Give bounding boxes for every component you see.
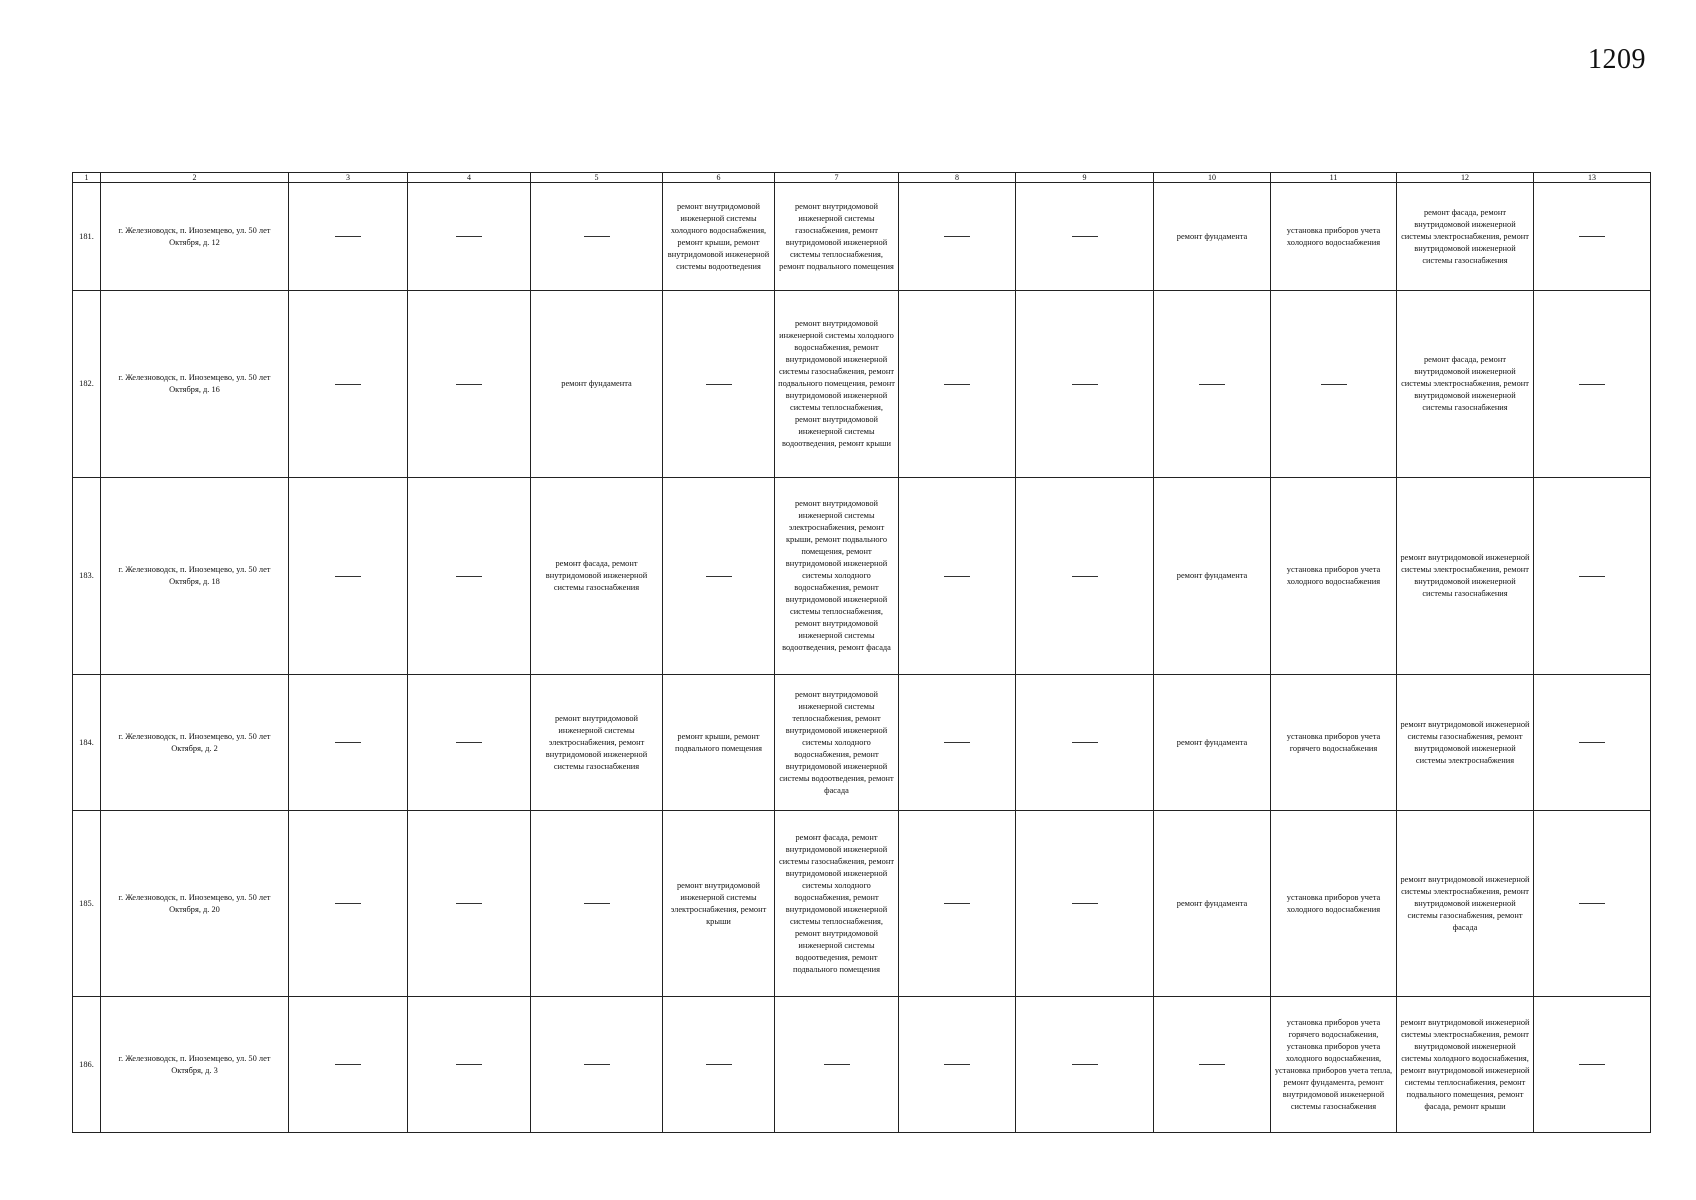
dash-mark — [824, 1064, 850, 1065]
empty-cell — [1016, 997, 1154, 1133]
row-number: 183. — [73, 478, 101, 675]
empty-cell — [1534, 997, 1651, 1133]
row-number: 186. — [73, 997, 101, 1133]
empty-cell — [899, 183, 1016, 291]
column-number-6: 6 — [663, 173, 775, 183]
row-number: 185. — [73, 811, 101, 997]
work-cell-c12: ремонт внутридомовой инженерной системы газоснабжения, ремонт внутридомовой инженерной системы электроснабжения — [1397, 675, 1534, 811]
dash-mark — [335, 903, 361, 904]
column-number-2: 2 — [101, 173, 289, 183]
work-cell-c12: ремонт внутридомовой инженерной системы электроснабжения, ремонт внутридомовой инженерной системы холодного водоснабжения, ремонт внутридомовой инженерной системы теплоснабжения, ремонт подвального помещения, ремонт фасада, ремонт крыши — [1397, 997, 1534, 1133]
work-cell-c12: ремонт внутридомовой инженерной системы электроснабжения, ремонт внутридомовой инженерной системы газоснабжения — [1397, 478, 1534, 675]
dash-mark — [335, 236, 361, 237]
empty-cell — [408, 183, 531, 291]
address-cell: г. Железноводск, п. Иноземцево, ул. 50 лет Октября, д. 3 — [101, 997, 289, 1133]
repair-schedule-table — [72, 172, 1651, 1133]
table-row — [73, 478, 1651, 675]
table-row — [73, 811, 1651, 997]
work-cell-c11: установка приборов учета горячего водоснабжения — [1271, 675, 1397, 811]
empty-cell — [663, 291, 775, 478]
address-cell: г. Железноводск, п. Иноземцево, ул. 50 лет Октября, д. 18 — [101, 478, 289, 675]
dash-mark — [335, 1064, 361, 1065]
dash-mark — [335, 384, 361, 385]
dash-mark — [584, 236, 610, 237]
column-number-13: 13 — [1534, 173, 1651, 183]
work-cell-c12: ремонт внутридомовой инженерной системы электроснабжения, ремонт внутридомовой инженерной системы газоснабжения, ремонт фасада — [1397, 811, 1534, 997]
dash-mark — [335, 742, 361, 743]
column-number-3: 3 — [289, 173, 408, 183]
empty-cell — [289, 811, 408, 997]
dash-mark — [1321, 384, 1347, 385]
work-cell-c6: ремонт внутридомовой инженерной системы электроснабжения, ремонт крыши — [663, 811, 775, 997]
work-cell-c5: ремонт внутридомовой инженерной системы электроснабжения, ремонт внутридомовой инженерной системы газоснабжения — [531, 675, 663, 811]
work-cell-c11: установка приборов учета холодного водоснабжения — [1271, 183, 1397, 291]
column-number-1: 1 — [73, 173, 101, 183]
dash-mark — [1199, 384, 1225, 385]
dash-mark — [706, 1064, 732, 1065]
column-number-5: 5 — [531, 173, 663, 183]
work-cell-c7: ремонт фасада, ремонт внутридомовой инженерной системы газоснабжения, ремонт внутридомовой инженерной системы холодного водоснабжения, ремонт внутридомовой инженерной системы теплоснабжения, ремонт внутридомовой инженерной системы водоотведения, ремонт подвального помещения — [775, 811, 899, 997]
dash-mark — [1072, 236, 1098, 237]
work-cell-c7: ремонт внутридомовой инженерной системы теплоснабжения, ремонт внутридомовой инженерной системы холодного водоснабжения, ремонт внутридомовой инженерной системы водоотведения, ремонт фасада — [775, 675, 899, 811]
empty-cell — [408, 478, 531, 675]
work-cell-c7: ремонт внутридомовой инженерной системы газоснабжения, ремонт внутридомовой инженерной системы теплоснабжения, ремонт подвального помещения — [775, 183, 899, 291]
work-cell-c11: установка приборов учета холодного водоснабжения — [1271, 478, 1397, 675]
work-cell-c11: установка приборов учета горячего водоснабжения, установка приборов учета холодного водоснабжения, установка приборов учета тепла, ремонт фундамента, ремонт внутридомовой инженерной системы газоснабжения — [1271, 997, 1397, 1133]
dash-mark — [584, 1064, 610, 1065]
work-cell-c7: ремонт внутридомовой инженерной системы электроснабжения, ремонт крыши, ремонт подвального помещения, ремонт внутридомовой инженерной системы холодного водоснабжения, ремонт внутридомовой инженерной системы теплоснабжения, ремонт внутридомовой инженерной системы водоотведения, ремонт фасада — [775, 478, 899, 675]
dash-mark — [1579, 742, 1605, 743]
dash-mark — [1072, 576, 1098, 577]
address-cell: г. Железноводск, п. Иноземцево, ул. 50 лет Октября, д. 20 — [101, 811, 289, 997]
dash-mark — [456, 236, 482, 237]
table-row — [73, 997, 1651, 1133]
empty-cell — [1016, 675, 1154, 811]
dash-mark — [1579, 903, 1605, 904]
dash-mark — [1579, 1064, 1605, 1065]
table-row — [73, 291, 1651, 478]
empty-cell — [1534, 183, 1651, 291]
dash-mark — [456, 742, 482, 743]
empty-cell — [1534, 478, 1651, 675]
work-cell-c11: установка приборов учета холодного водоснабжения — [1271, 811, 1397, 997]
dash-mark — [584, 903, 610, 904]
empty-cell — [531, 811, 663, 997]
dash-mark — [1072, 384, 1098, 385]
page-number: 1209 — [1588, 44, 1646, 75]
column-number-12: 12 — [1397, 173, 1534, 183]
empty-cell — [899, 811, 1016, 997]
empty-cell — [531, 183, 663, 291]
empty-cell — [289, 997, 408, 1133]
work-cell-c10: ремонт фундамента — [1154, 811, 1271, 997]
dash-mark — [706, 576, 732, 577]
dash-mark — [1579, 384, 1605, 385]
empty-cell — [1016, 183, 1154, 291]
empty-cell — [899, 478, 1016, 675]
empty-cell — [1016, 291, 1154, 478]
empty-cell — [663, 478, 775, 675]
dash-mark — [944, 903, 970, 904]
work-cell-c6: ремонт крыши, ремонт подвального помещения — [663, 675, 775, 811]
empty-cell — [408, 811, 531, 997]
empty-cell — [289, 183, 408, 291]
dash-mark — [1199, 1064, 1225, 1065]
table-row — [73, 675, 1651, 811]
empty-cell — [899, 291, 1016, 478]
dash-mark — [1072, 1064, 1098, 1065]
empty-cell — [289, 291, 408, 478]
empty-cell — [408, 291, 531, 478]
dash-mark — [944, 236, 970, 237]
work-cell-c5: ремонт фасада, ремонт внутридомовой инженерной системы газоснабжения — [531, 478, 663, 675]
empty-cell — [1534, 291, 1651, 478]
empty-cell — [1534, 811, 1651, 997]
empty-cell — [408, 675, 531, 811]
dash-mark — [944, 384, 970, 385]
column-number-11: 11 — [1271, 173, 1397, 183]
empty-cell — [531, 997, 663, 1133]
empty-cell — [663, 997, 775, 1133]
work-cell-c7: ремонт внутридомовой инженерной системы холодного водоснабжения, ремонт внутридомовой инженерной системы газоснабжения, ремонт подвального помещения, ремонт внутридомовой инженерной системы теплоснабжения, ремонт внутридомовой инженерной системы водоотведения, ремонт крыши — [775, 291, 899, 478]
work-cell-c10: ремонт фундамента — [1154, 183, 1271, 291]
work-cell-c12: ремонт фасада, ремонт внутридомовой инженерной системы электроснабжения, ремонт внутридомовой инженерной системы газоснабжения — [1397, 291, 1534, 478]
dash-mark — [456, 903, 482, 904]
column-number-7: 7 — [775, 173, 899, 183]
dash-mark — [1072, 742, 1098, 743]
dash-mark — [944, 576, 970, 577]
dash-mark — [456, 384, 482, 385]
work-cell-c5: ремонт фундамента — [531, 291, 663, 478]
empty-cell — [899, 675, 1016, 811]
dash-mark — [944, 742, 970, 743]
dash-mark — [1579, 236, 1605, 237]
work-cell-c12: ремонт фасада, ремонт внутридомовой инженерной системы электроснабжения, ремонт внутридомовой инженерной системы газоснабжения — [1397, 183, 1534, 291]
empty-cell — [1271, 291, 1397, 478]
empty-cell — [1154, 291, 1271, 478]
dash-mark — [944, 1064, 970, 1065]
column-number-row — [73, 173, 1651, 183]
column-number-9: 9 — [1016, 173, 1154, 183]
dash-mark — [335, 576, 361, 577]
empty-cell — [1016, 478, 1154, 675]
empty-cell — [289, 478, 408, 675]
column-number-10: 10 — [1154, 173, 1271, 183]
empty-cell — [775, 997, 899, 1133]
row-number: 182. — [73, 291, 101, 478]
empty-cell — [408, 997, 531, 1133]
row-number: 181. — [73, 183, 101, 291]
empty-cell — [899, 997, 1016, 1133]
dash-mark — [456, 1064, 482, 1065]
dash-mark — [1072, 903, 1098, 904]
table-row — [73, 183, 1651, 291]
address-cell: г. Железноводск, п. Иноземцево, ул. 50 лет Октября, д. 2 — [101, 675, 289, 811]
dash-mark — [1579, 576, 1605, 577]
empty-cell — [1154, 997, 1271, 1133]
empty-cell — [1534, 675, 1651, 811]
row-number: 184. — [73, 675, 101, 811]
empty-cell — [1016, 811, 1154, 997]
empty-cell — [289, 675, 408, 811]
work-cell-c6: ремонт внутридомовой инженерной системы холодного водоснабжения, ремонт крыши, ремонт внутридомовой инженерной системы водоотведения — [663, 183, 775, 291]
column-number-8: 8 — [899, 173, 1016, 183]
dash-mark — [706, 384, 732, 385]
work-cell-c10: ремонт фундамента — [1154, 478, 1271, 675]
dash-mark — [456, 576, 482, 577]
column-number-4: 4 — [408, 173, 531, 183]
address-cell: г. Железноводск, п. Иноземцево, ул. 50 лет Октября, д. 16 — [101, 291, 289, 478]
address-cell: г. Железноводск, п. Иноземцево, ул. 50 лет Октября, д. 12 — [101, 183, 289, 291]
work-cell-c10: ремонт фундамента — [1154, 675, 1271, 811]
